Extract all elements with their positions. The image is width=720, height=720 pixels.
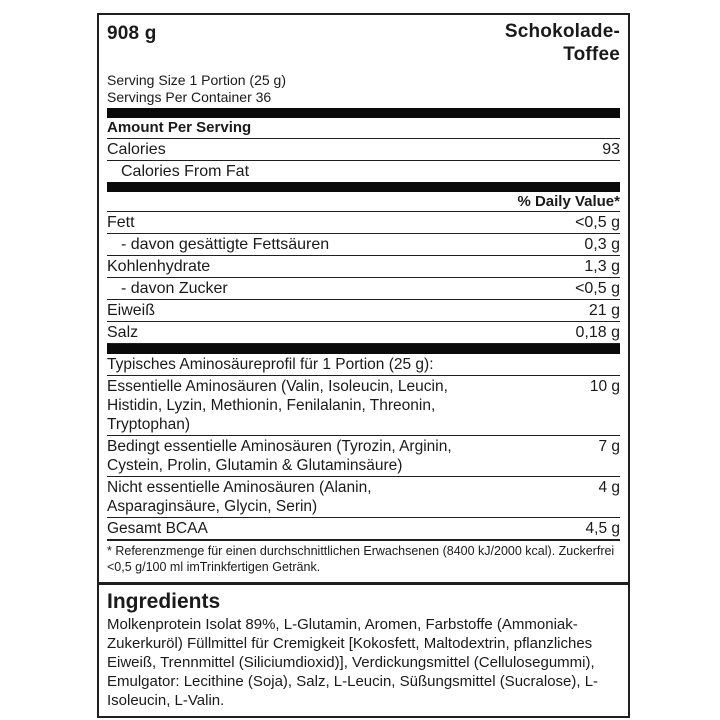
nutrient-value: <0,5 g (575, 214, 620, 231)
nutrient-value: 0,3 g (584, 236, 620, 253)
serving-info (107, 72, 620, 105)
nutrient-value: 1,3 g (584, 258, 620, 275)
nutrition-facts-section (99, 15, 628, 582)
daily-value-header: % Daily Value* (107, 192, 620, 212)
nutrient-name: - davon gesättigte Fettsäuren (121, 236, 330, 253)
amino-name: Nicht essentielle Aminosäuren (Alanin, Asparaginsäure, Glycin, Serin) (107, 479, 372, 515)
divider-bar-top (107, 108, 620, 118)
amino-value: 4 g (598, 479, 620, 496)
divider-bar-daily-value (107, 182, 620, 192)
amino-value: 4,5 g (585, 520, 620, 537)
amino-name: Bedingt essentielle Aminosäuren (Tyrozin, Arginin, Cystein, Prolin, Glutamin & Glutaminsäure) (107, 438, 452, 474)
nutrient-name: Kohlenhydrate (107, 258, 211, 275)
amino-row-gesamt-bcaa (107, 518, 620, 541)
amino-row-nicht-essentielle (107, 477, 620, 518)
calories-from-fat-row (107, 161, 620, 182)
amino-name: Gesamt BCAA (107, 520, 208, 537)
nutrient-name: Salz (107, 324, 139, 341)
nutrient-row-eiweiss (107, 300, 620, 322)
amino-value: 7 g (598, 438, 620, 455)
reference-footnote: * Referenzmenge für einen durchschnittlichen Erwachsenen (8400 kJ/2000 kcal). Zuckerfrei <0,5 g/100 ml imTrinkfertigen Getränk. (107, 544, 615, 574)
nutrient-row-salz (107, 322, 620, 344)
net-weight: 908 g (107, 23, 157, 44)
calories-row (107, 139, 620, 161)
calories-label: Calories (107, 141, 166, 158)
ingredients-title: Ingredients (107, 590, 221, 613)
nutrient-value: 21 g (588, 302, 620, 319)
flavor-name: Schokolade-Toffee (504, 21, 620, 65)
amino-row-essentielle (107, 376, 620, 436)
amino-value: 10 g (589, 378, 620, 395)
amino-name: Essentielle Aminosäuren (Valin, Isoleucin, Leucin, Histidin, Lyzin, Methionin, Fenilalanin, Threonin, Tryptophan) (107, 378, 448, 433)
amino-row-bedingt-essentielle (107, 436, 620, 477)
nutrient-value: 0,18 g (575, 324, 620, 341)
calories-value: 93 (602, 141, 620, 158)
nutrient-row-gesaettigte-fettsaeuren (107, 234, 620, 256)
nutrient-row-kohlenhydrate (107, 256, 620, 278)
nutrient-name: Fett (107, 214, 135, 231)
amount-per-serving-label: Amount Per Serving (107, 118, 620, 139)
amino-profile-title: Typisches Aminosäureprofil für 1 Portion (25 g): (107, 354, 620, 376)
divider-bar-amino (107, 344, 620, 354)
nutrition-label (97, 13, 630, 718)
nutrient-row-fett (107, 212, 620, 234)
calories-from-fat-label: Calories From Fat (121, 163, 250, 180)
nutrient-value: <0,5 g (575, 280, 620, 297)
nutrient-row-zucker (107, 278, 620, 300)
label-header (107, 20, 620, 66)
nutrient-name: - davon Zucker (121, 280, 228, 297)
servings-per-container: Servings Per Container 36 (107, 88, 272, 105)
nutrient-name: Eiweiß (107, 302, 156, 319)
ingredients-text: Molkenprotein Isolat 89%, L-Glutamin, Aromen, Farbstoffe (Ammoniak-Zukerkuröl) Füllmittel für Cremigkeit [Kokosfett, Maltodextrin, pflanzliches Eiweiß, Trennmittel (Siliciumdioxid)], Verdickungsmittel (Cellulosegummi), Emulgator: Lecithine (Soja), Salz, L-Leucin, Süßungsmittel (Sucralose), L-Isoleucin, L-Valin. (107, 616, 599, 709)
ingredients-section (99, 582, 628, 716)
serving-size: Serving Size 1 Portion (25 g) (107, 72, 286, 88)
